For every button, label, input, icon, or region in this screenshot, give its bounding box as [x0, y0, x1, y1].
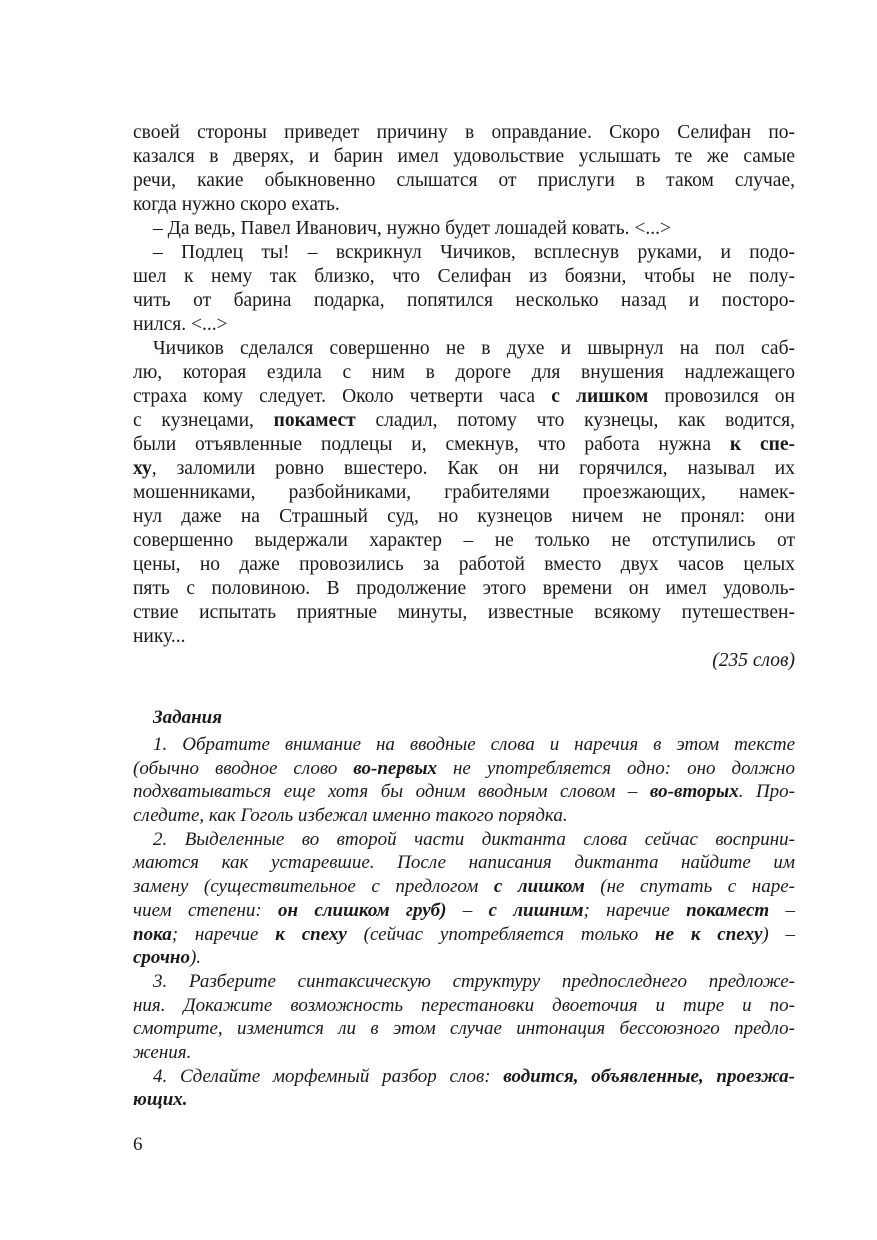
bold-text: не к спеху: [655, 923, 763, 945]
text-segment: – Да ведь, Павел Иванович, нужно будет лошадей ковать. <...>: [153, 218, 671, 239]
text-segment: ния. Докажите возможность перестановки двоеточия и тире и по-: [133, 994, 795, 1016]
text-segment: не употребляется одно: оно должно: [437, 757, 795, 779]
text-segment: мошенниками, разбойниками, грабителями проезжающих, намек-: [133, 482, 795, 503]
bold-text: покамест: [273, 410, 356, 431]
text-segment: . Про-: [738, 781, 795, 803]
text-segment: 2. Выделенные во второй части диктанта слова сейчас восприни-: [153, 828, 795, 850]
bold-text: он слишком груб): [278, 899, 447, 921]
text-line: [133, 1088, 795, 1112]
text-line: [133, 994, 795, 1018]
text-segment: ; наречие: [583, 899, 687, 921]
text-segment: следите, как Гоголь избежал именно такого порядка.: [133, 805, 568, 827]
text-line: [133, 433, 795, 457]
text-line: [133, 505, 795, 529]
text-line: [133, 1065, 795, 1089]
text-segment: ) –: [762, 923, 796, 945]
text-segment: чием степени:: [133, 899, 279, 921]
bold-text: ющих.: [133, 1089, 188, 1111]
bold-text: покамест: [686, 899, 770, 921]
text-line: [133, 193, 795, 217]
text-line: [133, 1017, 795, 1041]
text-segment: с кузнецами,: [133, 410, 274, 431]
text-line: [133, 217, 795, 241]
text-segment: замену (существительное с предлогом: [133, 876, 494, 898]
text-segment: были отъявленные подлецы и, смекнув, что работа нужна: [133, 434, 730, 455]
text-line: [133, 361, 795, 385]
text-segment: , заломили ровно вшестеро. Как он ни горячился, называл их: [151, 458, 795, 479]
text-line: [133, 757, 795, 781]
bold-text: с лишком: [493, 876, 585, 898]
text-segment: речи, какие обыкновенно слышатся от прислуги в таком случае,: [133, 170, 795, 191]
text-line: [133, 385, 795, 409]
word-count: (235 слов): [712, 650, 795, 671]
text-line: [133, 169, 795, 193]
text-line: [133, 577, 795, 601]
text-segment: (сейчас употребляется только: [346, 923, 656, 945]
text-segment: лю, которая ездила с ним в дороге для внушения надлежащего: [133, 362, 795, 383]
text-line: [133, 409, 795, 433]
text-line: [133, 970, 795, 994]
text-segment: нику...: [133, 626, 186, 647]
text-segment: (не спутать с наре-: [584, 876, 795, 898]
text-line: [133, 289, 795, 313]
text-segment: –: [769, 899, 796, 921]
text-line: [133, 457, 795, 481]
bold-text: к спеху: [275, 923, 347, 945]
text-segment: ствие испытать приятные минуты, известные всякому путешествен-: [133, 602, 795, 623]
text-segment: страха кому следует. Около четверти часа: [133, 386, 552, 407]
text-line: [133, 780, 795, 804]
text-segment: сладил, потому что кузнецы, как водится,: [355, 410, 795, 431]
text-line: [133, 625, 795, 649]
text-line: [133, 946, 795, 970]
bold-text: с лишком: [551, 386, 649, 407]
bold-text: срочно: [133, 947, 190, 969]
text-segment: Чичиков сделался совершенно не в духе и швырнул на пол саб-: [153, 338, 795, 359]
page-number: 6: [133, 1134, 143, 1155]
text-segment: цены, но даже провозились за работой вместо двух часов целых: [133, 554, 795, 575]
text-segment: своей стороны приведет причину в оправдание. Скоро Селифан по-: [133, 122, 795, 143]
tasks-list: [133, 733, 795, 1112]
text-line: [133, 601, 795, 625]
text-line: [133, 529, 795, 553]
text-segment: когда нужно скоро ехать.: [133, 194, 340, 215]
text-line: [133, 553, 795, 577]
text-line: [133, 313, 795, 337]
text-segment: 4. Сделайте морфемный разбор слов:: [153, 1065, 504, 1087]
text-segment: провозился он: [648, 386, 795, 407]
text-segment: нул даже на Страшный суд, но кузнецов ничем не пронял: они: [133, 506, 795, 527]
bold-text: ху: [133, 458, 152, 479]
text-segment: 3. Разберите синтаксическую структуру предпоследнего предложе-: [153, 970, 795, 992]
text-line: [133, 804, 795, 828]
bold-text: пока: [133, 923, 172, 945]
text-line: [133, 145, 795, 169]
bold-text: во-вторых: [649, 781, 739, 803]
text-segment: ; наречие: [171, 923, 276, 945]
text-segment: – Подлец ты! – вскрикнул Чичиков, всплеснув руками, и подо-: [153, 242, 795, 263]
text-segment: казался в дверях, и барин имел удовольствие услышать те же самые: [133, 146, 795, 167]
text-segment: нился. <...>: [133, 314, 228, 335]
text-segment: жения.: [133, 1041, 192, 1063]
text-segment: –: [446, 899, 489, 921]
text-line: [133, 875, 795, 899]
bold-text: во-первых: [353, 757, 438, 779]
text-line: [133, 1041, 795, 1065]
text-segment: совершенно выдержали характер – не только не отступились от: [133, 530, 795, 551]
text-segment: шел к нему так близко, что Селифан из боязни, чтобы не полу-: [133, 266, 795, 287]
text-segment: пять с половиною. В продолжение этого времени он имел удоволь-: [133, 578, 795, 599]
bold-text: к спе-: [729, 434, 795, 455]
text-line: [133, 733, 795, 757]
text-line: [133, 828, 795, 852]
text-segment: подхватываться еще хотя бы одним вводным словом –: [133, 781, 650, 803]
text-segment: смотрите, изменится ли в этом случае интонация бессоюзного предло-: [133, 1018, 795, 1040]
bold-text: с лишним: [488, 899, 584, 921]
text-line: [133, 851, 795, 875]
bold-text: водится, объявленные, проезжа-: [503, 1065, 795, 1087]
text-segment: маются как устаревшие. После написания диктанта найдите им: [133, 852, 795, 874]
text-segment: 1. Обратите внимание на вводные слова и наречия в этом тексте: [153, 734, 795, 755]
text-segment: чить от барина подарка, попятился несколько назад и посторо-: [133, 290, 795, 311]
text-segment: (обычно вводное слово: [133, 757, 354, 779]
dictation-text: [133, 121, 795, 649]
text-segment: ).: [189, 947, 202, 969]
text-line: [133, 241, 795, 265]
text-line: [133, 265, 795, 289]
text-line: [133, 337, 795, 361]
text-line: [133, 899, 795, 923]
tasks-heading: Задания: [153, 707, 222, 728]
text-line: [133, 481, 795, 505]
text-line: [133, 923, 795, 947]
text-line: [133, 121, 795, 145]
